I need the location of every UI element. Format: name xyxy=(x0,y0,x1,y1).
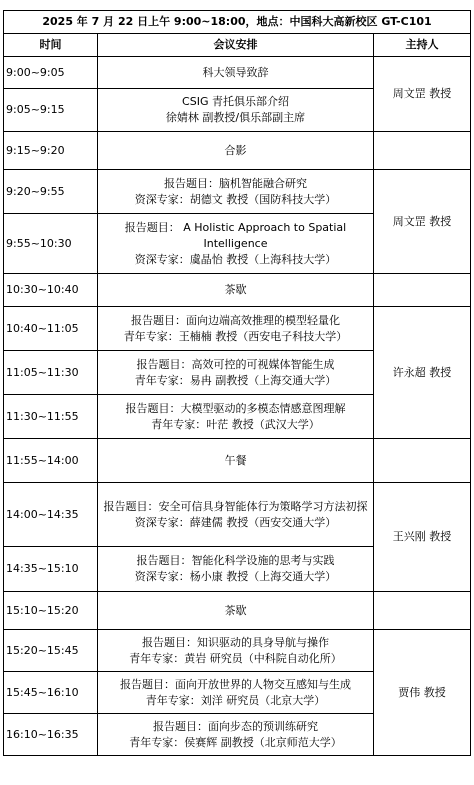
schedule-table xyxy=(3,10,471,756)
agenda-line: 青年专家：侯赛辉 副教授（北京师范大学） xyxy=(129,735,342,749)
agenda-line: 科大领导致辞 xyxy=(202,65,269,79)
agenda-cell xyxy=(98,395,374,439)
host-cell: 贾伟 教授 xyxy=(374,630,471,756)
agenda-line: 青年专家：黄岩 研究员（中科院自动化所） xyxy=(129,651,342,665)
agenda-cell xyxy=(98,351,374,395)
agenda-cell xyxy=(98,214,374,274)
agenda-cell xyxy=(98,170,374,214)
agenda-line: 资深专家：杨小康 教授（上海交通大学） xyxy=(134,570,337,583)
time-cell: 14:35~15:10 xyxy=(4,547,98,592)
agenda-cell xyxy=(98,307,374,351)
agenda-cell xyxy=(98,483,374,547)
agenda-line: 报告题目：知识驱动的具身导航与操作 xyxy=(142,635,329,649)
table-row xyxy=(4,630,471,672)
agenda-line: 茶歇 xyxy=(224,603,247,617)
agenda-line: 报告题目：脑机智能融合研究 xyxy=(164,176,307,190)
agenda-line: 资深专家：胡德文 教授（国防科技大学） xyxy=(134,192,337,206)
agenda-line: 报告题目：安全可信具身智能体行为策略学习方法初探 xyxy=(103,499,368,513)
time-cell: 9:55~10:30 xyxy=(4,214,98,274)
agenda-line: 青年专家：刘洋 研究员（北京大学） xyxy=(145,693,326,707)
host-cell-empty xyxy=(374,592,471,630)
agenda-line: 报告题目：面向开放世界的人物交互感知与生成 xyxy=(120,677,351,691)
time-cell: 9:20~9:55 xyxy=(4,170,98,214)
agenda-cell xyxy=(98,630,374,672)
time-cell: 10:40~11:05 xyxy=(4,307,98,351)
host-cell-empty xyxy=(374,132,471,170)
host-cell: 许永超 教授 xyxy=(374,307,471,439)
agenda-cell xyxy=(98,57,374,89)
table-row xyxy=(4,592,471,630)
agenda-line: 青年专家：叶茫 教授（武汉大学） xyxy=(151,417,320,431)
time-cell: 15:10~15:20 xyxy=(4,592,98,630)
agenda-line: 资深专家：虞晶怡 教授（上海科技大学） xyxy=(134,252,337,266)
agenda-line: 报告题目：高效可控的可视媒体智能生成 xyxy=(136,357,335,371)
agenda-cell xyxy=(98,274,374,307)
agenda-line: CSIG 青托俱乐部介绍 xyxy=(182,95,289,108)
time-cell: 11:05~11:30 xyxy=(4,351,98,395)
host-cell: 周文罡 教授 xyxy=(374,170,471,274)
time-cell: 14:00~14:35 xyxy=(4,483,98,547)
host-cell-empty xyxy=(374,274,471,307)
table-row xyxy=(4,483,471,547)
agenda-cell xyxy=(98,672,374,714)
header-time: 时间 xyxy=(4,34,98,57)
agenda-line: 徐婧林 副教授/俱乐部副主席 xyxy=(165,111,306,124)
agenda-cell xyxy=(98,439,374,483)
time-cell: 15:20~15:45 xyxy=(4,630,98,672)
table-row xyxy=(4,57,471,89)
agenda-cell xyxy=(98,714,374,756)
table-row xyxy=(4,439,471,483)
host-cell: 周文罡 教授 xyxy=(374,57,471,132)
time-cell: 15:45~16:10 xyxy=(4,672,98,714)
time-cell: 9:05~9:15 xyxy=(4,89,98,132)
schedule-title: 2025 年 7 月 22 日上午 9:00~18:00，地点：中国科大高新校区 GT-C101 xyxy=(4,11,471,34)
host-cell: 王兴刚 教授 xyxy=(374,483,471,592)
header-row xyxy=(4,34,471,57)
time-cell: 10:30~10:40 xyxy=(4,274,98,307)
time-cell: 11:55~14:00 xyxy=(4,439,98,483)
agenda-line: 茶歇 xyxy=(224,283,247,296)
agenda-cell xyxy=(98,592,374,630)
header-agenda: 会议安排 xyxy=(98,34,374,57)
agenda-line: 青年专家：王楠楠 教授（西安电子科技大学） xyxy=(123,329,348,343)
time-cell: 9:15~9:20 xyxy=(4,132,98,170)
time-cell: 16:10~16:35 xyxy=(4,714,98,756)
header-host: 主持人 xyxy=(374,34,471,57)
title-row xyxy=(4,11,471,34)
table-row xyxy=(4,170,471,214)
agenda-line: 报告题目：面向步态的预训练研究 xyxy=(153,719,318,733)
agenda-line: 合影 xyxy=(224,143,247,157)
agenda-line: 报告题目：面向边端高效推理的模型轻量化 xyxy=(131,313,340,327)
agenda-cell xyxy=(98,89,374,132)
agenda-line: 午餐 xyxy=(224,453,247,467)
agenda-line: 青年专家：易冉 副教授（上海交通大学） xyxy=(134,373,337,387)
agenda-line: 报告题目：智能化科学设施的思考与实践 xyxy=(136,554,335,567)
table-row xyxy=(4,307,471,351)
agenda-line: 报告题目：大模型驱动的多模态情感意图理解 xyxy=(125,401,346,415)
table-row xyxy=(4,274,471,307)
agenda-cell xyxy=(98,547,374,592)
agenda-line: 资深专家：薛建儒 教授（西安交通大学） xyxy=(134,515,337,529)
time-cell: 11:30~11:55 xyxy=(4,395,98,439)
time-cell: 9:00~9:05 xyxy=(4,57,98,89)
table-row xyxy=(4,132,471,170)
agenda-line: 报告题目： A Holistic Approach to Spatial Intelligence xyxy=(124,220,347,250)
agenda-cell xyxy=(98,132,374,170)
host-cell-empty xyxy=(374,439,471,483)
